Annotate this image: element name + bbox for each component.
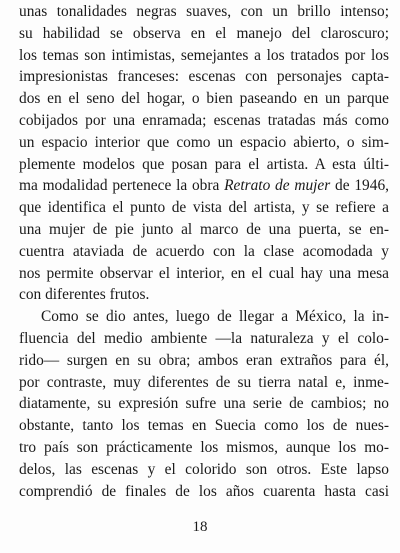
text-line-with-title bbox=[19, 175, 389, 197]
text-line: rido— surgen en su obra; ambos eran extraños para él, bbox=[19, 351, 389, 369]
artwork-title: Retrato de mujer bbox=[224, 177, 331, 195]
text-line: una mujer de pie junto al marco de una puerta, se en- bbox=[19, 220, 389, 238]
text-line: fluencia del medio ambiente —la naturaleza y el colo- bbox=[19, 329, 389, 347]
text-line: unas tonalidades negras suaves, con un brillo intenso; bbox=[19, 3, 389, 20]
text-line: por contraste, muy diferentes de su tierra natal e, inme- bbox=[19, 373, 389, 391]
text-line: diatamente, su expresión sufre una serie de cambios; no bbox=[19, 395, 389, 413]
text-line: dos en el seno del hogar, o bien paseando en un parque bbox=[19, 90, 389, 108]
text-line: con diferentes frutos. bbox=[19, 286, 150, 304]
text-line: Como se dio antes, luego de llegar a México, la in- bbox=[41, 308, 389, 326]
text-line: nos permite observar el interior, en el cual hay una mesa bbox=[19, 264, 389, 282]
text-line: su habilidad se observa en el manejo del claroscuro; bbox=[19, 24, 389, 42]
text-line: cobijados por una enramada; escenas tratadas más como bbox=[19, 111, 389, 129]
text-line: un espacio interior que como un espacio abierto, o sim- bbox=[19, 133, 389, 151]
text-line: delos, las escenas y el colorido son otros. Este lapso bbox=[19, 460, 389, 478]
text-run: ma modalidad pertenece la obra bbox=[19, 177, 225, 195]
page-number: 18 bbox=[192, 519, 208, 535]
text-line: comprendió de finales de los años cuarenta hasta casi bbox=[19, 482, 389, 500]
text-line: cuentra ataviada de acuerdo con la clase acomodada y bbox=[19, 242, 389, 260]
text-line: obstante, tanto los temas en Suecia como los de nues- bbox=[19, 417, 389, 435]
text-line: tro país son prácticamente los mismos, aunque los mo- bbox=[19, 438, 389, 456]
text-run: de 1946, bbox=[330, 177, 389, 195]
text-line: los temas son intimistas, semejantes a los tratados por los bbox=[19, 46, 389, 64]
text-line: que identifica el punto de vista del artista, y se refiere a bbox=[19, 199, 389, 217]
body-text bbox=[19, 1, 389, 502]
text-line: plemente modelos que posan para el artista. A esta últi- bbox=[19, 155, 389, 173]
text-line: impresionistas franceses: escenas con personajes capta- bbox=[19, 68, 389, 86]
